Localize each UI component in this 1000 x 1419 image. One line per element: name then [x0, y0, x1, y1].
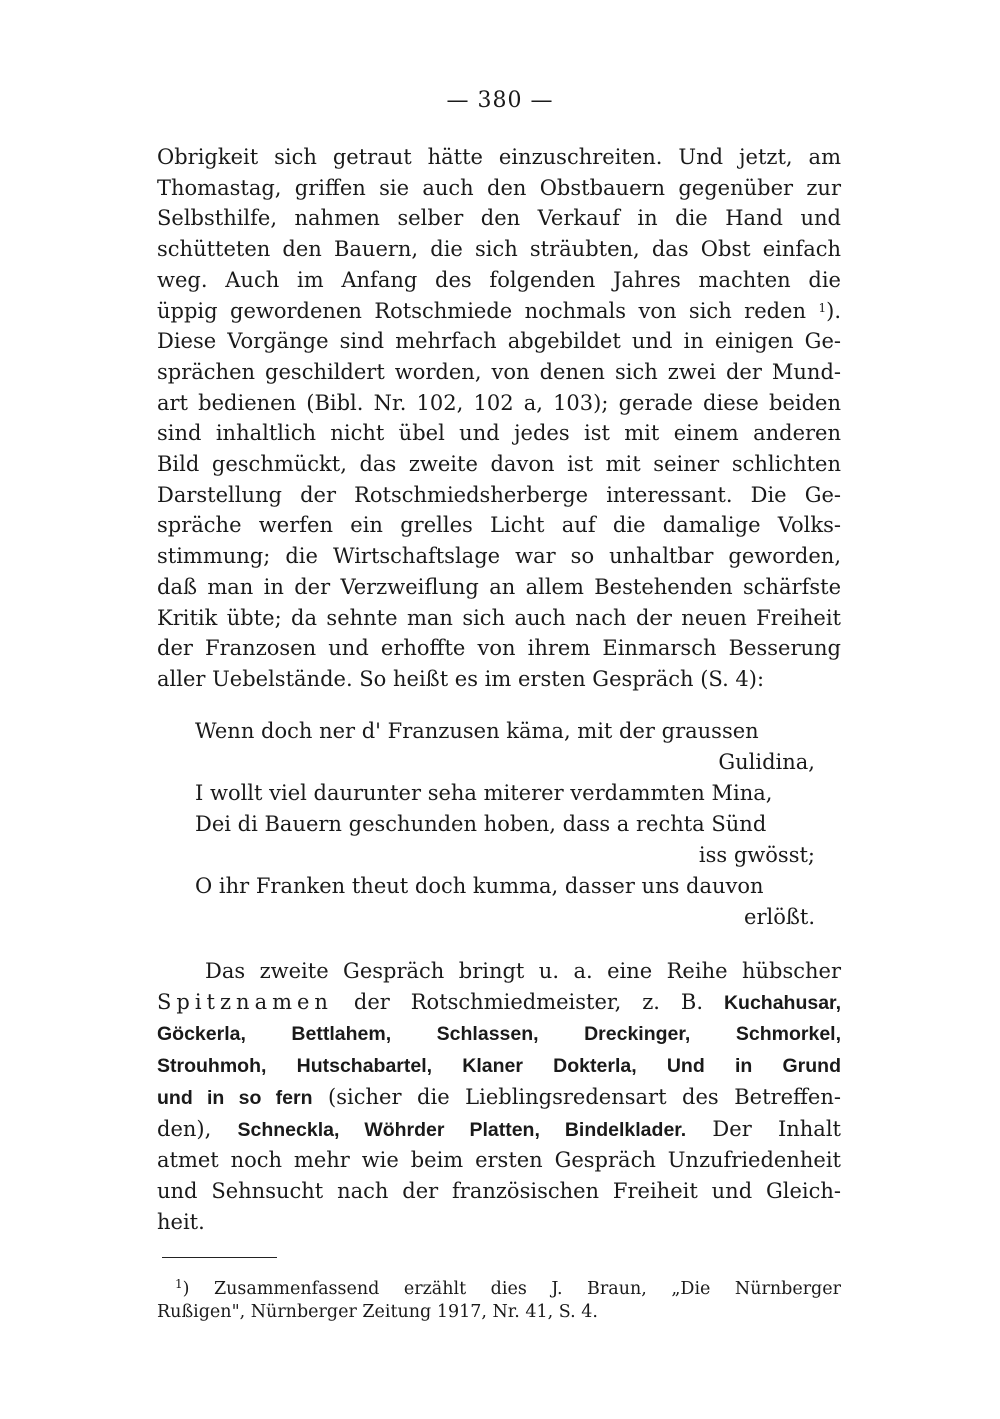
- footnote-line: [157, 1278, 841, 1301]
- bold-nickname: Strouhmoh, Hutschabartel, Klaner Dokterla, Und in Grund: [157, 1055, 841, 1078]
- text-line: aller Uebelstände. So heißt es im ersten Gespräch (S. 4):: [157, 666, 765, 691]
- text-line-with-footnote: üppig gewordenen Rotschmiede nochmals von sich reden $^1$).: [157, 298, 841, 323]
- footnote-reference[interactable]: 1: [818, 300, 827, 315]
- bold-nickname: Schneckla, Wöhrder Platten, Bindelklader.: [237, 1118, 687, 1141]
- text-line: Diese Vorgänge sind mehrfach abgebildet und in einigen Ge-: [157, 329, 841, 354]
- verse-quote: [195, 716, 815, 933]
- text-line: schütteten den Bauern, die sich sträubten, das Obst einfach: [157, 237, 841, 262]
- text-line: der Franzosen und erhoffte von ihrem Einmarsch Besserung: [157, 636, 841, 661]
- text-line: stimmung; die Wirtschaftslage war so unhaltbar geworden,: [157, 544, 841, 569]
- text-segment: ) Zusammenfassend erzählt dies J. Braun, „Die Nürnberger: [182, 1279, 841, 1299]
- text-line: und Sehnsucht nach der französischen Freiheit und Gleich-: [157, 1178, 841, 1203]
- text-line: Das zweite Gespräch bringt u. a. eine Reihe hübscher: [205, 959, 841, 983]
- verse-line: iss gwösst;: [698, 843, 815, 867]
- text-segment: (sicher die Lieblingsredensart des Betreffen-: [312, 1084, 841, 1109]
- text-line: sprächen geschildert worden, von denen sich zwei der Mund-: [157, 359, 841, 384]
- verse-line: O ihr Franken theut doch kumma, dasser uns dauvon: [195, 874, 764, 898]
- footnote-divider: [162, 1257, 277, 1258]
- text-line: Obrigkeit sich getraut hätte einzuschreiten. Und jetzt, am: [157, 145, 841, 169]
- text-segment: der Rotschmiedmeister, z. B.: [332, 989, 724, 1014]
- paragraph-2: [157, 956, 841, 1237]
- text-line: sind inhaltlich nicht übel und jedes ist mit einem anderen: [157, 421, 841, 446]
- verse-line: erlößt.: [744, 905, 815, 929]
- text-line: weg. Auch im Anfang des folgenden Jahres machten die: [157, 267, 841, 292]
- verse-line: Wenn doch ner d' Franzusen käma, mit der graussen: [195, 719, 759, 743]
- text-line: spräche werfen ein grelles Licht auf die damalige Volks-: [157, 513, 841, 538]
- text-segment: Der Inhalt: [686, 1116, 841, 1141]
- text-line: atmet noch mehr wie beim ersten Gespräch Unzufriedenheit: [157, 1148, 841, 1173]
- text-line: Bild geschmückt, das zweite davon ist mit seiner schlichten: [157, 452, 841, 477]
- text-line: Kritik übte; da sehnte man sich auch nach der neuen Freiheit: [157, 605, 841, 630]
- footnote: [157, 1278, 841, 1324]
- footnote-line: Rußigen", Nürnberger Zeitung 1917, Nr. 41, S. 4.: [157, 1302, 598, 1322]
- text-segment: den),: [157, 1116, 238, 1141]
- text-segment: üppig gewordenen Rotschmiede nochmals von sich reden: [157, 298, 807, 323]
- bold-nickname: Kuchahusar,: [723, 991, 841, 1014]
- text-line: Darstellung der Rotschmiedsherberge interessant. Die Ge-: [157, 482, 841, 507]
- text-line: Selbsthilfe, nahmen selber den Verkauf in die Hand und: [157, 206, 841, 231]
- bold-nickname: und in so fern: [157, 1086, 313, 1109]
- text-line: [157, 987, 841, 1019]
- verse-line: Dei di Bauern geschunden hoben, dass a rechta Sünd: [195, 812, 767, 836]
- text-line: [157, 1050, 841, 1082]
- bold-nickname: Göckerla, Bettlahem, Schlassen, Dreckinger, Schmorkel,: [157, 1023, 841, 1046]
- footnote-marker: 1: [175, 1277, 183, 1291]
- page-number: — 380 —: [446, 88, 554, 113]
- text-line: heit.: [157, 1209, 205, 1234]
- verse-line: Gulidina,: [718, 750, 815, 774]
- text-line: Thomastag, griffen sie auch den Obstbauern gegenüber zur: [157, 175, 841, 200]
- text-line: art bedienen (Bibl. Nr. 102, 102 a, 103); gerade diese beiden: [157, 390, 841, 415]
- paragraph-1: [157, 142, 841, 695]
- text-segment: .: [834, 298, 841, 323]
- text-line: [157, 1082, 841, 1114]
- verse-line: I wollt viel daurunter seha miterer verdammten Mina,: [195, 781, 773, 805]
- spaced-emphasis: Spitznamen: [157, 989, 333, 1014]
- text-line: [157, 1018, 841, 1050]
- text-line: [157, 1114, 841, 1146]
- text-line: daß man in der Verzweiflung an allem Bestehenden schärfste: [157, 574, 841, 599]
